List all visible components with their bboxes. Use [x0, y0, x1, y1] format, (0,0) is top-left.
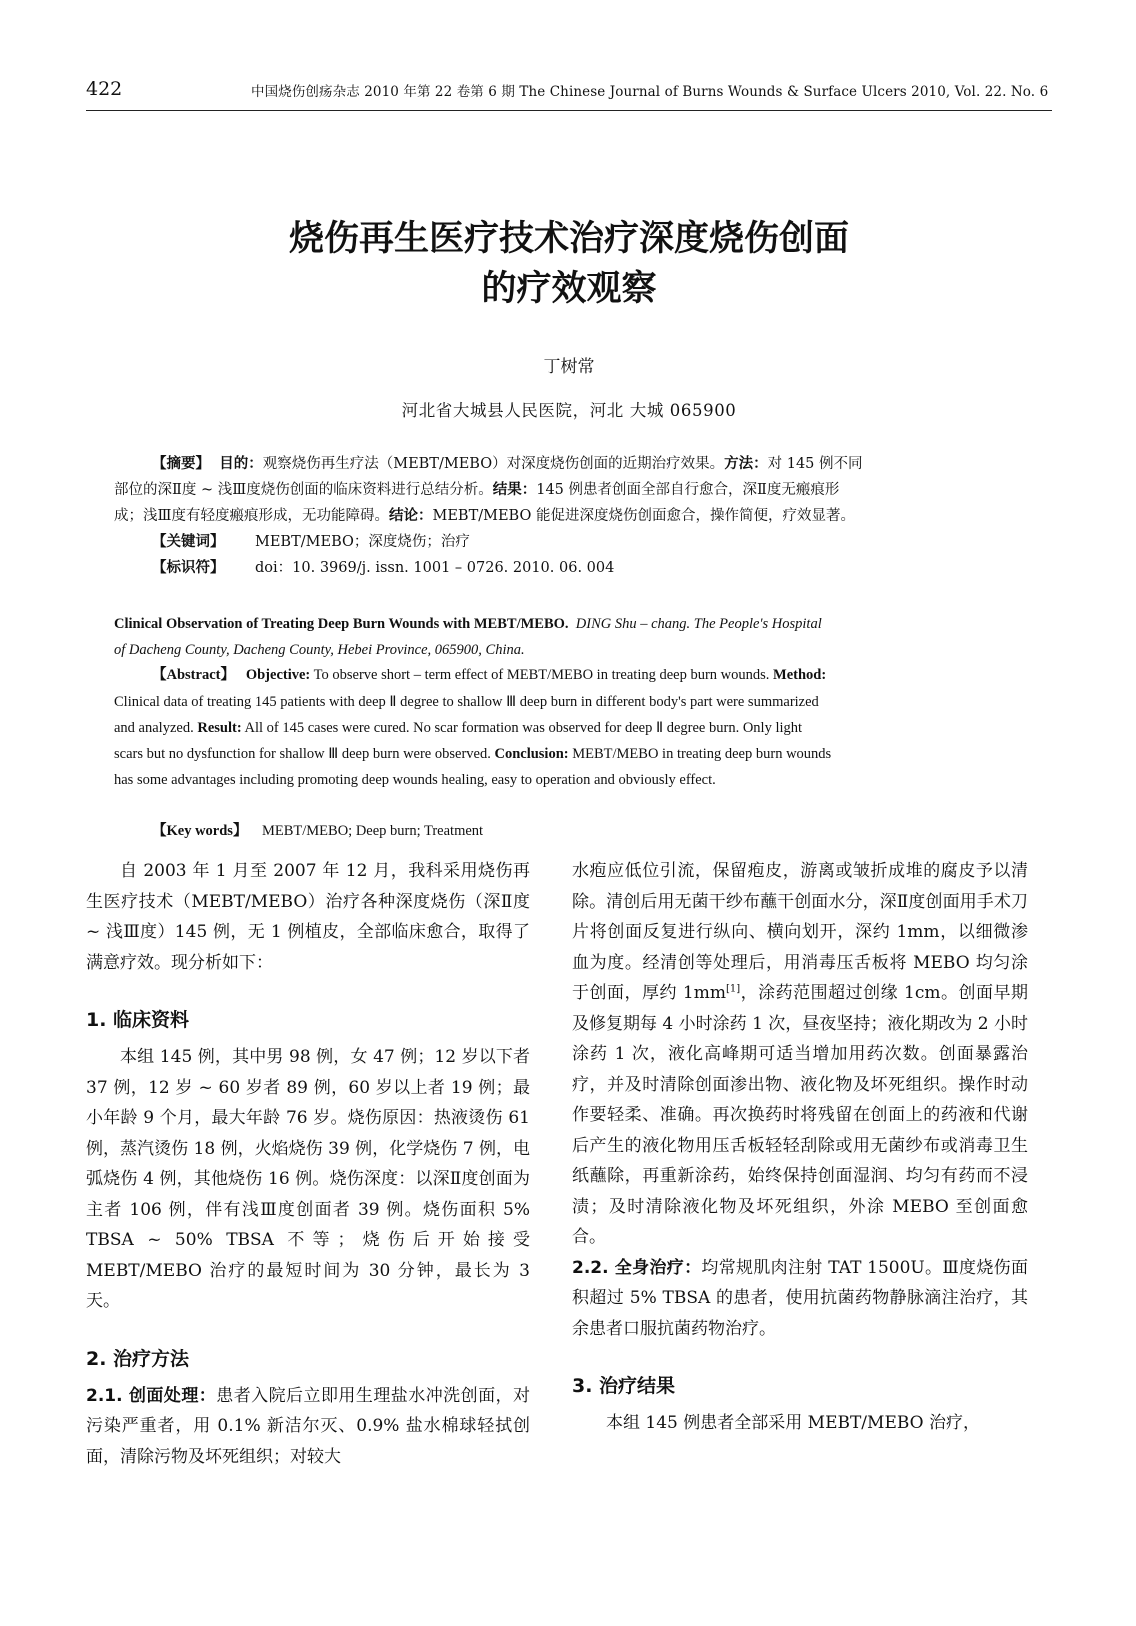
- en-keywords-label: 【Key words】: [152, 823, 248, 839]
- intro-paragraph: 自 2003 年 1 月至 2007 年 12 月，我科采用烧伤再生医疗技术（MEBT/MEBO）治疗各种深度烧伤（深Ⅱ度 ~ 浅Ⅲ度）145 例，无 1 例植皮，全部临床愈合，取得了满意疗效。现分析如下：: [86, 861, 530, 973]
- en-line-5b: All of 145 cases were cured. No scar formation was observed for deep Ⅱ degree burn. Only light: [244, 720, 803, 736]
- subsection-2-2: [572, 1253, 1028, 1345]
- cn-abstract-label: 【摘要】: [152, 456, 210, 472]
- en-abstract-line-3: [114, 718, 1016, 738]
- cn-keywords-label: 【关键词】: [152, 534, 225, 550]
- article-title: [86, 214, 1052, 314]
- en-abstract-line-1: [152, 665, 1054, 685]
- section-2-heading: 2. 治疗方法: [86, 1347, 190, 1370]
- en-conclusion-label: Conclusion:: [494, 746, 569, 762]
- cn-result-label: 结果：: [492, 482, 537, 498]
- cn-conclusion-text: MEBT/MEBO 能促进深度烧伤创面愈合，操作简便，疗效显著。: [432, 508, 855, 524]
- title-line-1: 烧伤再生医疗技术治疗深度烧伤创面: [288, 219, 849, 259]
- en-line-4: Clinical data of treating 145 patients with deep Ⅱ degree to shallow Ⅲ deep burn in different body's part were summarized: [114, 694, 819, 710]
- affiliation: 河北省大城县人民医院，河北 大城 065900: [401, 401, 737, 420]
- en-abstract-label: 【Abstract】: [152, 667, 235, 683]
- section-3-heading: 3. 治疗结果: [572, 1375, 676, 1397]
- subsection-2-2-label: 2.2. 全身治疗：: [572, 1257, 702, 1278]
- subsection-2-2-text: 均常规肌肉注射 TAT 1500U。Ⅲ度烧伤面积超过 5% TBSA 的患者，使用抗菌药物静脉滴注治疗，其余患者口服抗菌药物治疗。: [572, 1257, 1028, 1339]
- en-title-line: [114, 614, 1016, 634]
- page-number: 422: [86, 78, 123, 100]
- en-abstract-line-5: [114, 770, 1016, 790]
- title-line-2: 的疗效观察: [481, 269, 657, 309]
- section-1-text: 本组 145 例，其中男 98 例，女 47 例；12 岁以下者 37 例，12 岁 ~ 60 岁者 89 例，60 岁以上者 19 例；最小年龄 9 个月，最大年龄 76 岁。烧伤原因：热液烫伤 61 例，蒸汽烫伤 18 例，火焰烧伤 39 例，化学烧伤 7 例，电弧烧伤 4 例，其他烧伤 16 例。烧伤深度：以深Ⅱ度创面为主者 106 例，伴有浅Ⅲ度创面者 39 例。烧伤面积 5% TBSA ~ 50% TBSA 不等；烧伤后开始接受 MEBT/MEBO 治疗的最短时间为 30 分钟，最长为 3 天。: [86, 1047, 530, 1311]
- cn-objective-label: 目的：: [219, 456, 263, 472]
- cn-method-text-1: 对 145 例不同: [767, 456, 863, 472]
- cn-identifier-label: 【标识符】: [152, 560, 225, 576]
- en-objective-text: To observe short – term effect of MEBT/MEBO in treating deep burn wounds.: [313, 667, 770, 683]
- section-1-heading: 1. 临床资料: [86, 1009, 190, 1031]
- header-rule: [86, 110, 1052, 111]
- body-right-column: [572, 856, 1028, 1439]
- subsection-2-1-label: 2.1. 创面处理：: [86, 1385, 217, 1406]
- author: 丁树常: [543, 357, 595, 377]
- en-affil-line: [114, 640, 1016, 660]
- cn-abstract-line-1: [152, 454, 1054, 474]
- en-line-5a: and analyzed.: [114, 720, 194, 736]
- cn-result-text-1: 145 例患者创面全部自行愈合，深Ⅱ度无瘢痕形: [536, 482, 840, 498]
- section-3-text: 本组 145 例患者全部采用 MEBT/MEBO 治疗，: [606, 1413, 980, 1433]
- cn-objective-text: 观察烧伤再生疗法（MEBT/MEBO）对深度烧伤创面的近期治疗效果。: [262, 456, 725, 472]
- cn-conclusion-label: 结论：: [388, 508, 433, 524]
- en-result-label: Result:: [197, 720, 242, 736]
- en-line-7: has some advantages including promoting deep wounds healing, easy to operation and obviously effect.: [114, 772, 716, 788]
- para-1b: ，涂药范围超过创缘 1cm。创面早期及修复期每 4 小时涂药 1 次，昼夜坚持；液化期改为 2 小时涂药 1 次，液化高峰期可适当增加用药次数。创面暴露治疗，并及时清除创面渗出物、液化物及坏死组织。操作时动作要轻柔、准确。再次换药时将残留在创面上的药液和代谢后产生的液化物用压舌板轻轻刮除或用无菌纱布或消毒卫生纸蘸除，再重新涂药，始终保持创面湿润、均匀有药而不浸渍；及时清除液化物及坏死组织，外涂 MEBO 至创面愈合。: [572, 983, 1028, 1247]
- en-author-affil-1: DING Shu – chang. The People's Hospital: [575, 616, 822, 632]
- cn-keywords-value: MEBT/MEBO；深度烧伤；治疗: [255, 534, 470, 550]
- en-abstract-line-2: [114, 692, 1016, 712]
- cn-identifier: [152, 558, 1054, 578]
- en-author-affil-2: of Dacheng County, Dacheng County, Hebei Province, 065900, China.: [114, 642, 525, 658]
- cn-identifier-value: doi：10. 3969/j. issn. 1001 – 0726. 2010. 06. 004: [255, 560, 615, 576]
- para-1a: 水疱应低位引流，保留疱皮，游离或皱折成堆的腐皮予以清除。清创后用无菌干纱布蘸干创面水分，深Ⅱ度创面用手术刀片将创面反复进行纵向、横向划开，深约 1mm，以细微渗血为度。经清创等处理后，用消毒压舌板将 MEBO 均匀涂于创面，厚约 1mm: [572, 861, 1028, 1003]
- body-left-column: [86, 856, 530, 1472]
- cn-abstract-line-3: [114, 506, 1016, 526]
- en-title: Clinical Observation of Treating Deep Burn Wounds with MEBT/MEBO.: [114, 616, 569, 632]
- reference-1: [1]: [725, 983, 741, 995]
- cn-keywords: [152, 532, 1054, 552]
- en-line-6a: scars but no dysfunction for shallow Ⅲ deep burn were observed.: [114, 746, 491, 762]
- cn-result-text-2: 成；浅Ⅲ度有轻度瘢痕形成，无功能障碍。: [114, 508, 389, 524]
- en-keywords-value: MEBT/MEBO; Deep burn; Treatment: [261, 823, 484, 839]
- en-abstract-line-4: [114, 744, 1016, 764]
- cn-abstract-line-2: [114, 480, 1016, 500]
- en-method-label: Method:: [773, 667, 827, 683]
- subsection-2-1-continued: [572, 856, 1028, 1253]
- en-line-6b: MEBT/MEBO in treating deep burn wounds: [572, 746, 832, 762]
- cn-method-text-2: 部位的深Ⅱ度 ~ 浅Ⅲ度烧伤创面的临床资料进行总结分析。: [114, 482, 493, 498]
- subsection-2-1: [86, 1381, 530, 1473]
- cn-method-label: 方法：: [724, 456, 768, 472]
- subsection-2-1-text: 患者入院后立即用生理盐水冲洗创面，对污染严重者，用 0.1% 新洁尔灭、0.9% 盐水棉球轻拭创面，清除污物及坏死组织；对较大: [86, 1385, 530, 1467]
- running-header: 中国烧伤创疡杂志 2010 年第 22 卷第 6 期 The Chinese Journal of Burns Wounds & Surface Ulcers 2010, Vol. 22. No. 6: [251, 84, 1049, 100]
- en-keywords: [152, 821, 1054, 841]
- en-objective-label: Objective:: [245, 667, 311, 683]
